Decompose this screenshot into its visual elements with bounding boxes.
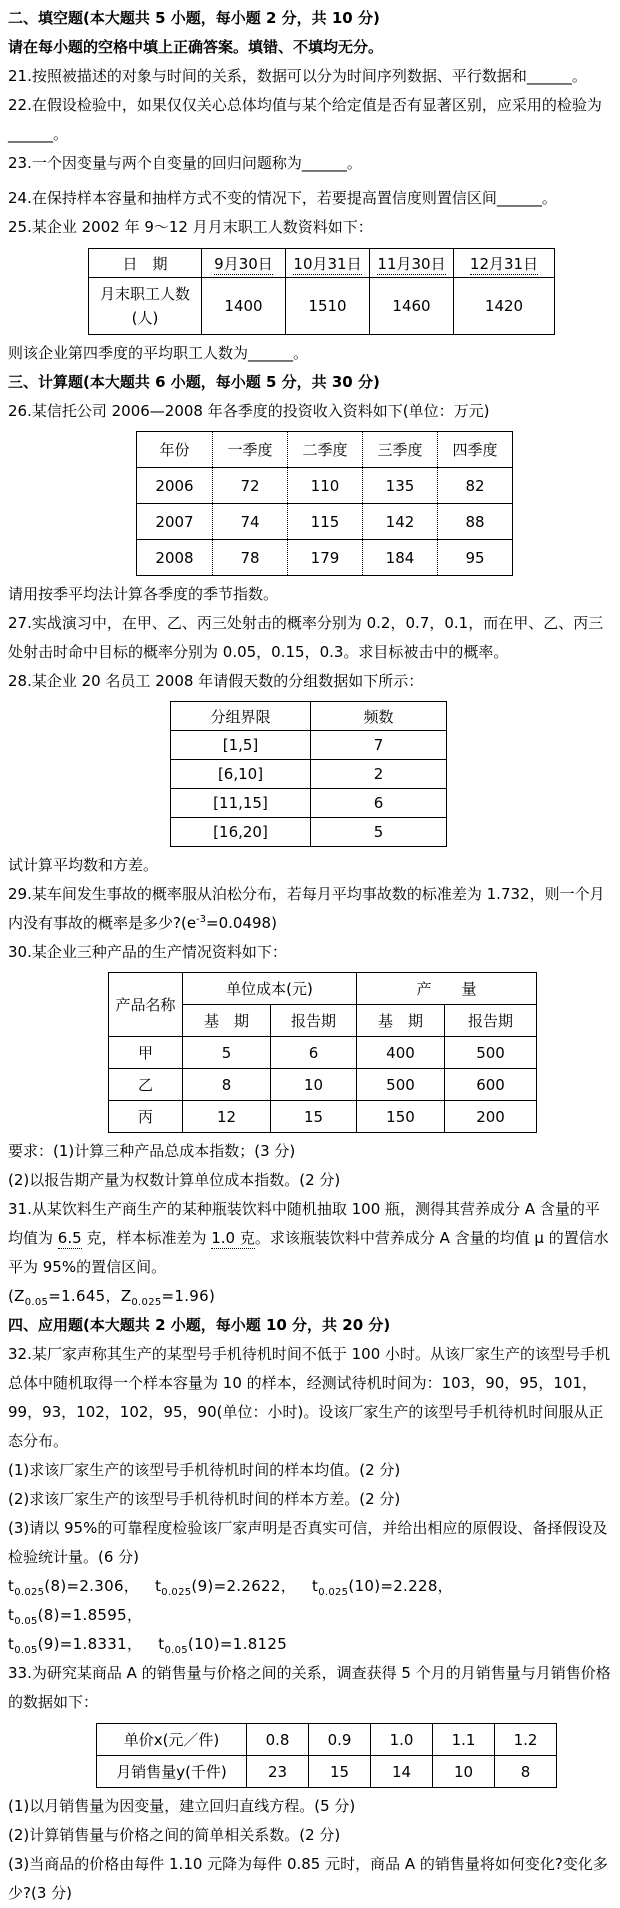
q33-sales-cell: 8 (495, 1756, 557, 1788)
question-33-intro: 33.为研究某商品 A 的销售量与价格之间的关系，调查获得 5 个月的月销售量与月销售价格的数据如下： (8, 1664, 611, 1711)
q33-sales-row (97, 1756, 557, 1788)
q30-value-cell: 5 (183, 1037, 271, 1069)
q26-value-cell: 72 (213, 468, 288, 504)
q30-subheader-cell: 报告期 (271, 1005, 357, 1037)
q28-freq-cell: 6 (311, 789, 447, 818)
q30-table (108, 972, 537, 1133)
q26-header-cell: 一季度 (213, 432, 288, 468)
q26-year-cell: 2008 (137, 540, 213, 576)
q26-value-cell: 74 (213, 504, 288, 540)
question-32: 32.某厂家声称其生产的某型号手机待机时间不低于 100 小时。从该厂家生产的该型号手机总体中随机取得一个样本容量为 10 的样本，经测试待机时间为：103，90，95，101，99，93，102，102，95，90(单位：小时)。设该厂家生产的该型号手机待机时间服从正态分布。 (8, 1345, 611, 1450)
question-25-outro: 则该企业第四季度的平均职工人数为______。 (8, 344, 309, 362)
q30-product-cell: 丙 (109, 1101, 183, 1133)
question-27: 27.实战演习中，在甲、乙、丙三处射击的概率分别为 0.2，0.7，0.1，而在甲、乙、丙三处射击时命中目标的概率分别为 0.05，0.15，0.3。求目标被击中的概率。 (8, 614, 604, 661)
q28-data-row (171, 731, 447, 760)
question-21: 21.按照被描述的对象与时间的关系，数据可以分为时间序列数据、平行数据和______。 (8, 67, 587, 85)
question-25-intro: 25.某企业 2002 年 9～12 月月末职工人数资料如下： (8, 218, 373, 236)
q30-group-cell: 产 量 (357, 973, 537, 1005)
q26-data-row (137, 504, 513, 540)
q25-row-label: 月末职工人数 (人) (89, 278, 202, 335)
q30-subheader-cell: 报告期 (445, 1005, 537, 1037)
q25-date-cell: 11月30日 (370, 249, 454, 278)
q30-header-row-1 (109, 973, 537, 1005)
q28-data-row (171, 760, 447, 789)
q26-value-cell: 179 (288, 540, 363, 576)
q25-value-cell: 1510 (286, 278, 370, 335)
question-23: 23.一个因变量与两个自变量的回归问题称为______。 (8, 154, 362, 172)
q26-value-cell: 82 (438, 468, 513, 504)
q26-value-cell: 142 (363, 504, 438, 540)
q25-value-cell: 1460 (370, 278, 454, 335)
q33-price-cell: 1.0 (371, 1724, 433, 1756)
q33-sales-cell: 23 (247, 1756, 309, 1788)
question-29: 29.某车间发生事故的概率服从泊松分布，若每月平均事故数的标准差为 1.732，则一个月内没有事故的概率是多少$?(e^{-3}=0.0498)$ (8, 885, 605, 932)
question-28-outro: 试计算平均数和方差。 (8, 856, 159, 874)
section-fill-blank-header: 二、填空题(本大题共 5 小题，每小题 2 分，共 10 分) (8, 9, 380, 27)
question-30-intro: 30.某企业三种产品的生产情况资料如下： (8, 943, 287, 961)
q30-value-cell: 150 (357, 1101, 445, 1133)
q30-value-cell: 6 (271, 1037, 357, 1069)
q33-price-cell: 1.2 (495, 1724, 557, 1756)
q33-price-cell: 0.8 (247, 1724, 309, 1756)
q26-header-row (137, 432, 513, 468)
q25-date-cell: 10月31日 (286, 249, 370, 278)
question-33-part-2: (2)计算销售量与价格之间的简单相关系数。(2 分) (8, 1826, 341, 1844)
q26-table (136, 431, 513, 576)
q26-value-cell: 184 (363, 540, 438, 576)
q30-data-row (109, 1101, 537, 1133)
q26-header-cell: 年份 (137, 432, 213, 468)
q28-data-row (171, 789, 447, 818)
q30-value-cell: 500 (357, 1069, 445, 1101)
q25-table (88, 248, 555, 335)
q33-row-label: 单价x(元／件) (97, 1724, 247, 1756)
q33-price-cell: 1.1 (433, 1724, 495, 1756)
q26-year-cell: 2006 (137, 468, 213, 504)
q26-data-row (137, 540, 513, 576)
q30-subheader-cell: 基 期 (357, 1005, 445, 1037)
q28-header-row (171, 702, 447, 731)
q33-row-label: 月销售量y(千件) (97, 1756, 247, 1788)
q26-value-cell: 110 (288, 468, 363, 504)
q33-sales-cell: 15 (309, 1756, 371, 1788)
q29-exponent: -3 (196, 914, 207, 925)
q28-freq-cell: 5 (311, 818, 447, 847)
q28-bin-cell: [1,5] (171, 731, 311, 760)
q30-data-row (109, 1037, 537, 1069)
question-26-outro: 请用按季平均法计算各季度的季节指数。 (8, 585, 279, 603)
q30-subheader-cell: 基 期 (183, 1005, 271, 1037)
question-32-part-2: (2)求该厂家生产的该型号手机待机时间的样本方差。(2 分) (8, 1490, 401, 1508)
q26-value-cell: 115 (288, 504, 363, 540)
q31-underlined-mean: 6.5 (57, 1229, 82, 1247)
q26-header-cell: 三季度 (363, 432, 438, 468)
q31-z-values: ($Z_{0.05}=1.645$，$Z_{0.025}=1.96$) (8, 1287, 216, 1308)
q28-header-cell: 分组界限 (171, 702, 311, 731)
section-fill-blank-note: 请在每小题的空格中填上正确答案。填错、不填均无分。 (8, 38, 384, 56)
q30-value-cell: 200 (445, 1101, 537, 1133)
question-30-requirement-1: 要求：(1)计算三种产品总成本指数；(3 分) (8, 1142, 296, 1160)
question-31: 31.从某饮料生产商生产的某种瓶装饮料中随机抽取 100 瓶，测得其营养成分 A 含量的平均值为 6.5 克，样本标准差为 1.0 克。求该瓶装饮料中营养成分 A 含量的均值 μ 的置信水平为 95%的置信区间。 (8, 1200, 609, 1276)
q28-header-cell: 频数 (311, 702, 447, 731)
q25-header-row (89, 249, 555, 278)
q30-corner-cell: 产品名称 (109, 973, 183, 1037)
q30-data-row (109, 1069, 537, 1101)
q28-freq-cell: 2 (311, 760, 447, 789)
q25-value-cell: 1420 (454, 278, 555, 335)
q30-value-cell: 500 (445, 1037, 537, 1069)
q25-data-row (89, 278, 555, 335)
q30-value-cell: 10 (271, 1069, 357, 1101)
q28-bin-cell: [11,15] (171, 789, 311, 818)
question-30-requirement-2: (2)以报告期产量为权数计算单位成本指数。(2 分) (8, 1171, 341, 1189)
q30-product-cell: 甲 (109, 1037, 183, 1069)
q26-value-cell: 135 (363, 468, 438, 504)
q33-price-cell: 0.9 (309, 1724, 371, 1756)
question-22: 22.在假设检验中，如果仅仅关心总体均值与某个给定值是否有显著区别，应采用的检验为______。 (8, 96, 602, 143)
q28-data-row (171, 818, 447, 847)
q30-value-cell: 8 (183, 1069, 271, 1101)
q33-price-row (97, 1724, 557, 1756)
question-32-part-3: (3)请以 95%的可靠程度检验该厂家声明是否真实可信，并给出相应的原假设、备择假设及检验统计量。(6 分) (8, 1519, 608, 1566)
q26-value-cell: 95 (438, 540, 513, 576)
q28-bin-cell: [16,20] (171, 818, 311, 847)
q26-header-cell: 四季度 (438, 432, 513, 468)
q30-value-cell: 600 (445, 1069, 537, 1101)
q26-value-cell: 88 (438, 504, 513, 540)
q26-year-cell: 2007 (137, 504, 213, 540)
question-32-part-1: (1)求该厂家生产的该型号手机待机时间的样本均值。(2 分) (8, 1461, 401, 1479)
q30-value-cell: 12 (183, 1101, 271, 1133)
q28-table (170, 701, 447, 847)
section-application-header: 四、应用题(本大题共 2 小题，每小题 10 分，共 20 分) (8, 1316, 391, 1334)
q25-value-cell: 1400 (202, 278, 286, 335)
q33-sales-cell: 10 (433, 1756, 495, 1788)
q33-table (96, 1723, 557, 1788)
q28-bin-cell: [6,10] (171, 760, 311, 789)
q30-value-cell: 15 (271, 1101, 357, 1133)
q30-product-cell: 乙 (109, 1069, 183, 1101)
q32-t-values-line-2: $t_{0.05}(9)=1.8331$， $t_{0.05}(10)=1.8125$ (8, 1635, 288, 1656)
q30-group-cell: 单位成本(元) (183, 973, 357, 1005)
q33-sales-cell: 14 (371, 1756, 433, 1788)
q25-date-cell: 12月31日 (454, 249, 555, 278)
q25-corner-cell: 日 期 (89, 249, 202, 278)
question-33-part-1: (1)以月销售量为因变量，建立回归直线方程。(5 分) (8, 1797, 356, 1815)
q32-t-values-line-1: $t_{0.025}(8)=2.306$， $t_{0.025}(9)=2.2622$， $t_{0.025}(10)=2.228$，$t_{0.05}(8)=1.8595$， (8, 1577, 453, 1627)
q26-header-cell: 二季度 (288, 432, 363, 468)
q30-value-cell: 400 (357, 1037, 445, 1069)
q28-freq-cell: 7 (311, 731, 447, 760)
q26-value-cell: 78 (213, 540, 288, 576)
q31-underlined-sd: 1.0 克 (211, 1229, 255, 1247)
q25-date-cell: 9月30日 (202, 249, 286, 278)
question-28-intro: 28.某企业 20 名员工 2008 年请假天数的分组数据如下所示： (8, 672, 424, 690)
q26-data-row (137, 468, 513, 504)
question-24: 24.在保持样本容量和抽样方式不变的情况下，若要提高置信度则置信区间______。 (8, 189, 557, 207)
question-33-part-3: (3)当商品的价格由每件 1.10 元降为每件 0.85 元时，商品 A 的销售量将如何变化?变化多少?(3 分) (8, 1855, 608, 1902)
section-calculation-header: 三、计算题(本大题共 6 小题，每小题 5 分，共 30 分) (8, 373, 380, 391)
question-26-intro: 26.某信托公司 2006—2008 年各季度的投资收入资料如下(单位：万元) (8, 402, 490, 420)
